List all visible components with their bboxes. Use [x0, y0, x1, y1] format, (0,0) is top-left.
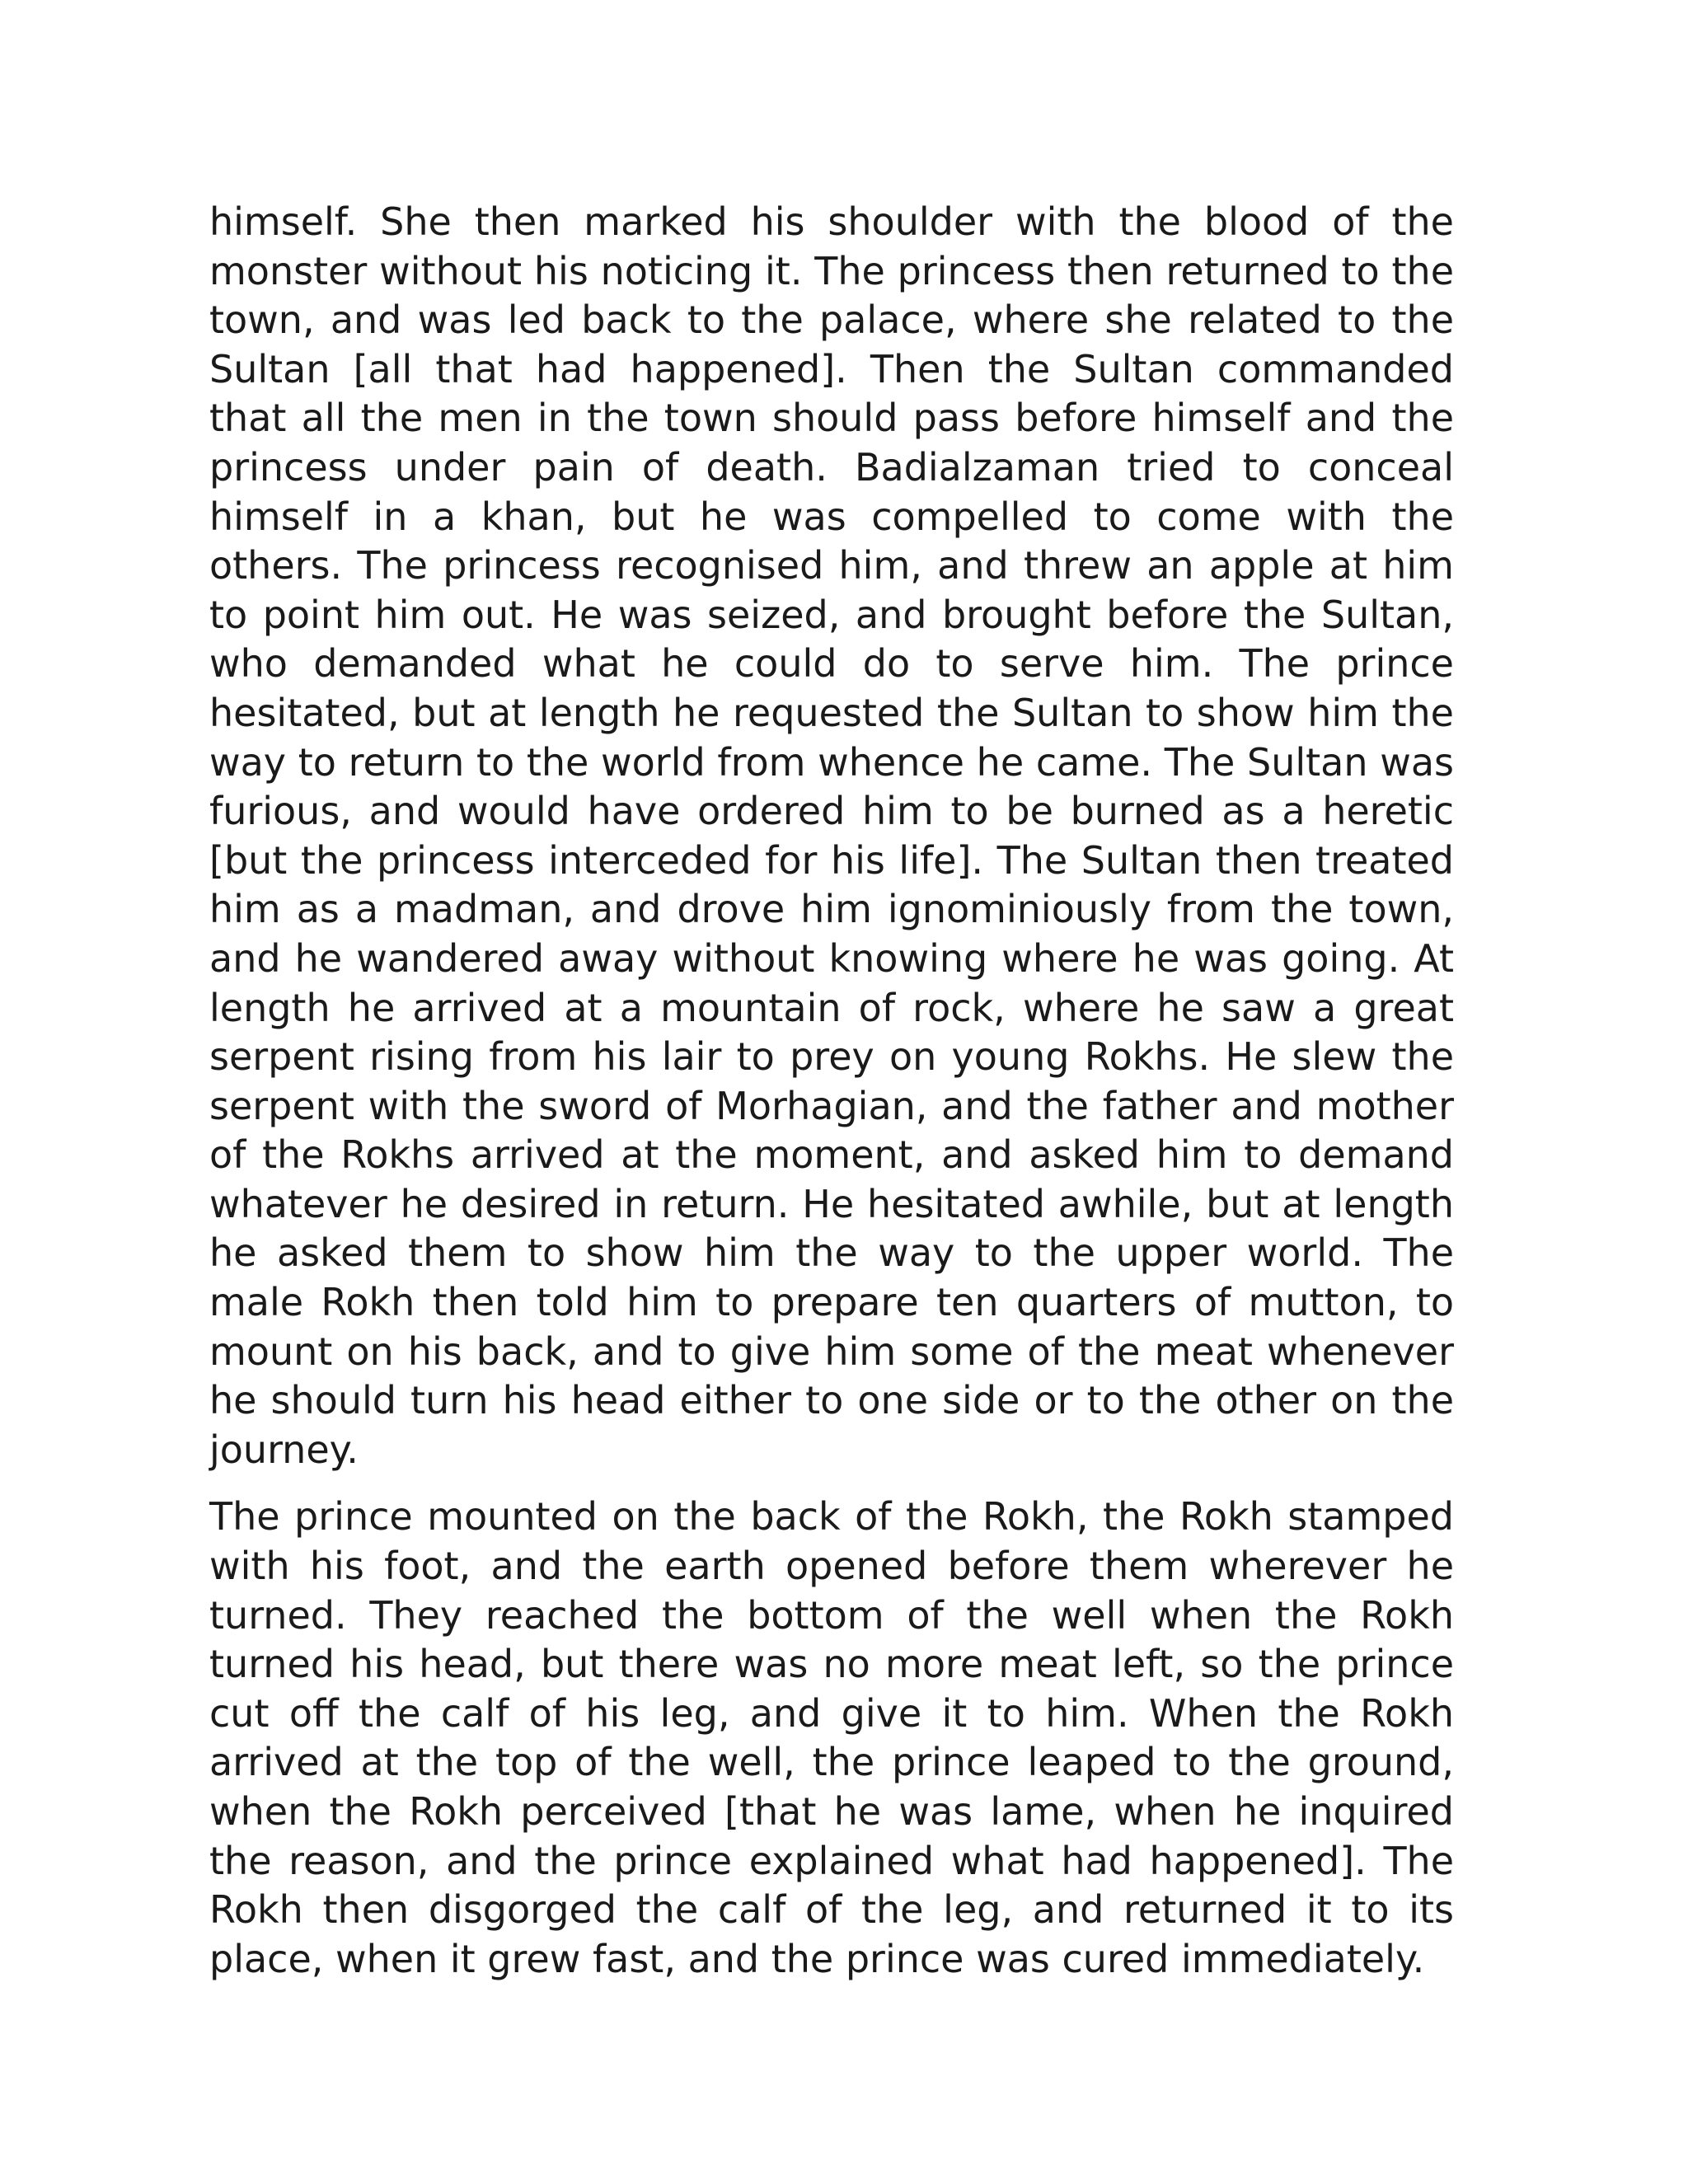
body-text: [209, 198, 1454, 1984]
paragraph-2: The prince mounted on the back of the Rokh, the Rokh stamped with his foot, and the earth opened before them wherever he turned. They reached the bottom of the well when the Rokh turned his head, but there was no more meat left, so the prince cut off the calf of his leg, and give it to him. When the Rokh arrived at the top of the well, the prince leaped to the ground, when the Rokh perceived [that he was lame, when he inquired the reason, and the prince explained what had happened]. The Rokh then disgorged the calf of the leg, and returned it to its place, when it grew fast, and the prince was cured immediately.: [209, 1494, 1454, 1981]
paragraph-1: himself. She then marked his shoulder with the blood of the monster without his noticing it. The princess then returned to the town, and was led back to the palace, where she related to the Sultan [all that had happened]. Then the Sultan commanded that all the men in the town should pass before himself and the princess under pain of death. Badialzaman tried to conceal himself in a khan, but he was compelled to come with the others. The princess recognised him, and threw an apple at him to point him out. He was seized, and brought before the Sultan, who demanded what he could do to serve him. The prince hesitated, but at length he requested the Sultan to show him the way to return to the world from whence he came. The Sultan was furious, and would have ordered him to be burned as a heretic [but the princess interceded for his life]. The Sultan then treated him as a madman, and drove him ignominiously from the town, and he wandered away without knowing where he was going. At length he arrived at a mountain of rock, where he saw a great serpent rising from his lair to prey on young Rokhs. He slew the serpent with the sword of Morhagian, and the father and mother of the Rokhs arrived at the moment, and asked him to demand whatever he desired in return. He hesitated awhile, but at length he asked them to show him the way to the upper world. The male Rokh then told him to prepare ten quarters of mutton, to mount on his back, and to give him some of the meat whenever he should turn his head either to one side or to the other on the journey.: [209, 199, 1454, 1472]
